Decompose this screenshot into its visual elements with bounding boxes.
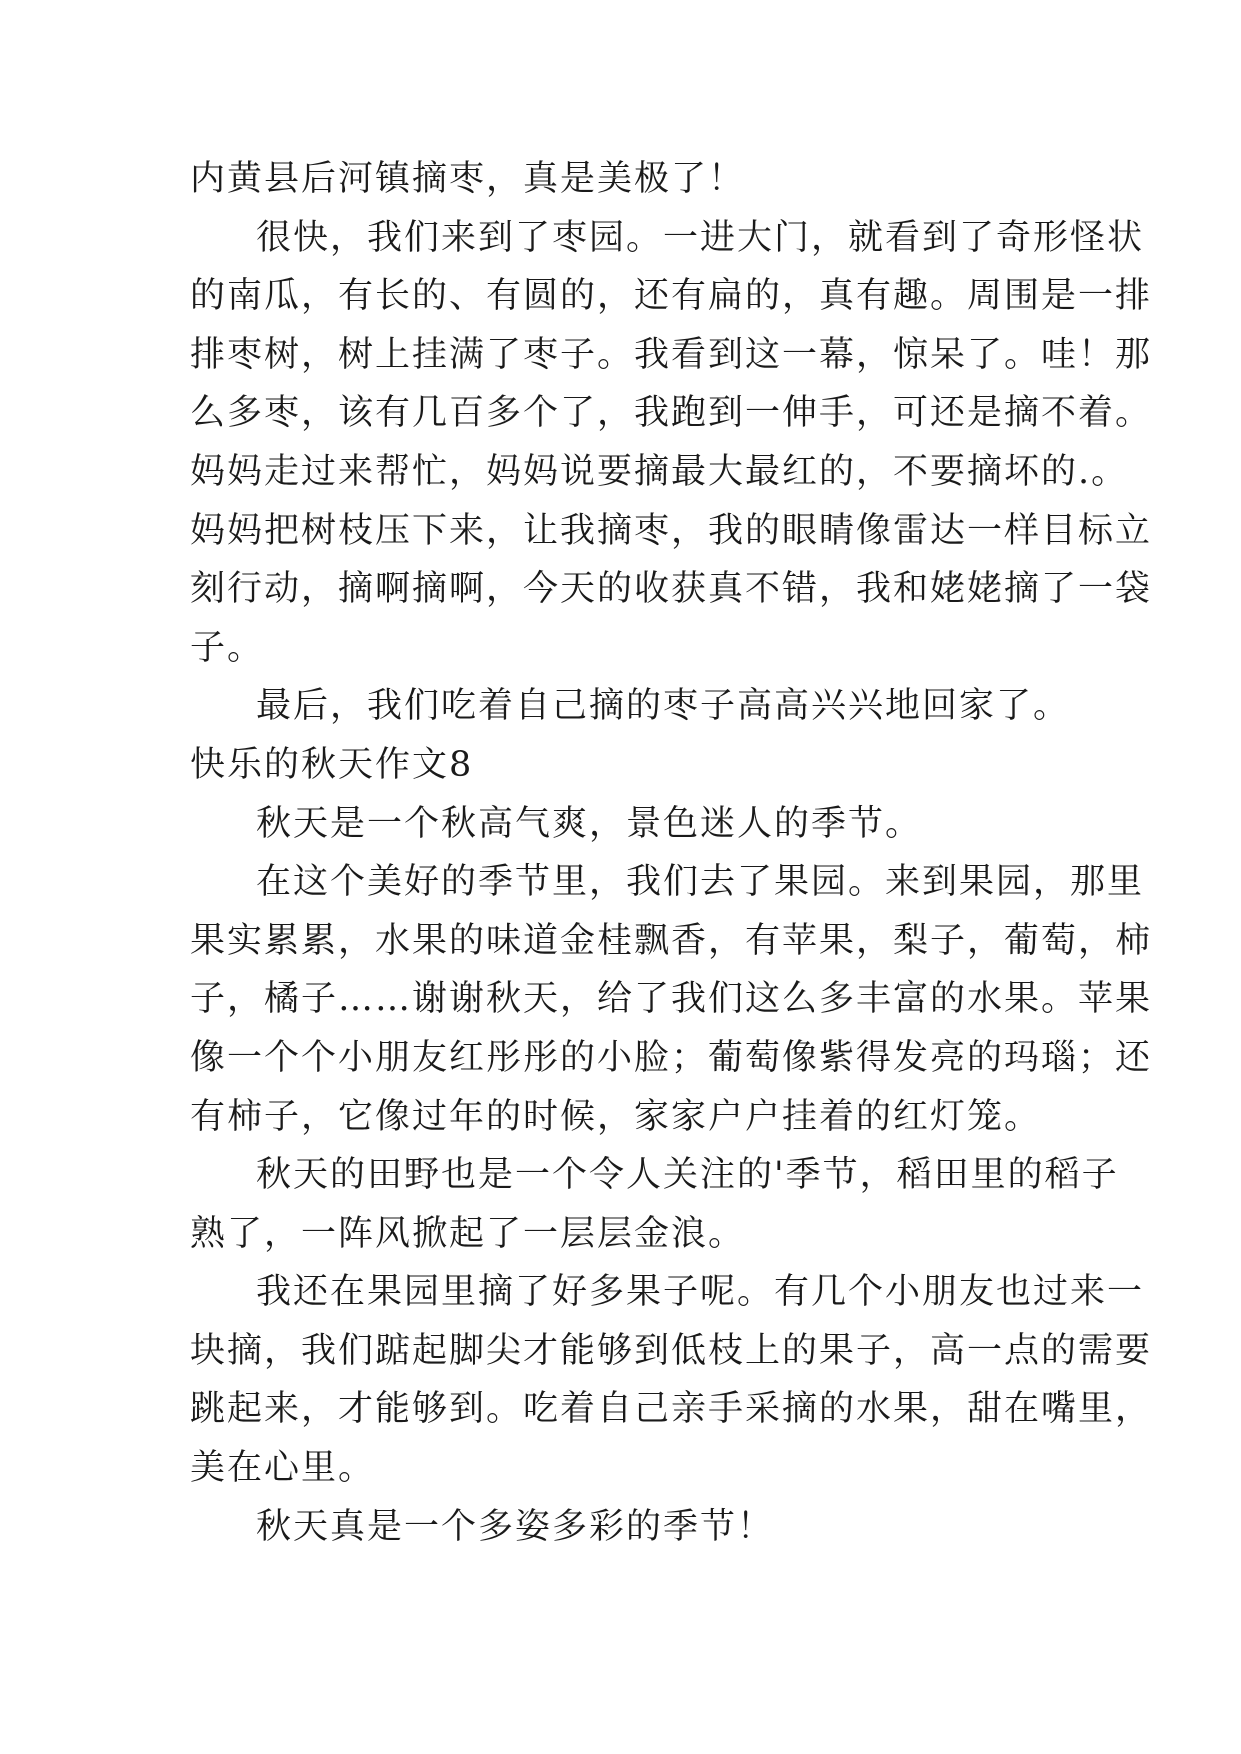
text-line: 果实累累，水果的味道金桂飘香，有苹果，梨子，葡萄，柿	[190, 920, 1153, 961]
document-page	[190, 150, 1153, 1556]
paragraph-start: 最后，我们吃着自己摘的枣子高高兴兴地回家了。	[256, 686, 1071, 727]
text-line: 有柿子，它像过年的时候，家家户户挂着的红灯笼。	[190, 1096, 1042, 1137]
text-line: 妈妈把树枝压下来，让我摘枣，我的眼睛像雷达一样目标立	[190, 510, 1153, 551]
paragraph-start: 秋天是一个秋高气爽，景色迷人的季节。	[256, 803, 923, 844]
text-line: 熟了，一阵风掀起了一层层金浪。	[190, 1213, 746, 1254]
essay-title: 快乐的秋天作文8	[190, 744, 474, 785]
text-line: 妈妈走过来帮忙，妈妈说要摘最大最红的，不要摘坏的.。	[190, 451, 1129, 492]
text-line: 刻行动，摘啊摘啊，今天的收获真不错，我和姥姥摘了一袋	[190, 569, 1153, 610]
text-line: 子，橘子……谢谢秋天，给了我们这么多丰富的水果。苹果	[190, 979, 1153, 1020]
paragraph-start: 很快，我们来到了枣园。一进大门，就看到了奇形怪状	[256, 217, 1145, 258]
text-line: 像一个个小朋友红彤彤的小脸；葡萄像紫得发亮的玛瑙；还	[190, 1037, 1153, 1078]
text-line: 跳起来，才能够到。吃着自己亲手采摘的水果，甜在嘴里，	[190, 1389, 1153, 1430]
text-line: 排枣树，树上挂满了枣子。我看到这一幕，惊呆了。哇！那	[190, 334, 1153, 375]
text-line: 美在心里。	[190, 1448, 376, 1489]
text-line: 块摘，我们踮起脚尖才能够到低枝上的果子，高一点的需要	[190, 1330, 1153, 1371]
paragraph-start: 秋天真是一个多姿多彩的季节！	[256, 1506, 775, 1547]
text-line: 子。	[190, 627, 265, 668]
paragraph-start: 秋天的田野也是一个令人关注的'季节，稻田里的稻子	[256, 1155, 1119, 1196]
text-line: 内黄县后河镇摘枣，真是美极了！	[190, 159, 746, 199]
paragraph-start: 在这个美好的季节里，我们去了果园。来到果园，那里	[256, 862, 1145, 903]
paragraph-start: 我还在果园里摘了好多果子呢。有几个小朋友也过来一	[256, 1272, 1145, 1313]
text-line: 么多枣，该有几百多个了，我跑到一伸手，可还是摘不着。	[190, 393, 1153, 434]
text-line: 的南瓜，有长的、有圆的，还有扁的，真有趣。周围是一排	[190, 276, 1153, 317]
